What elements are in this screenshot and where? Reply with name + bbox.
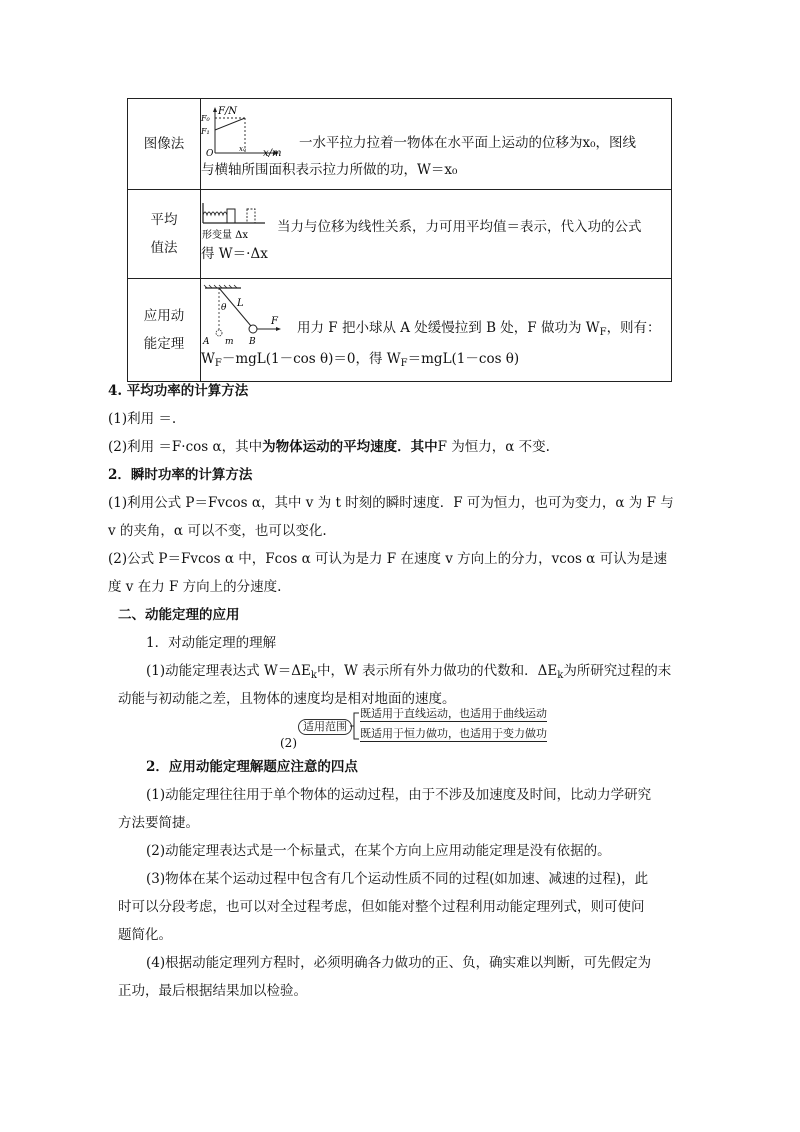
- row3-line2-sub2: F: [400, 357, 408, 369]
- paragraph: 时可以分段考虑，也可以对全过程考虑，但如能对整个过程利用动能定理列式，则可使问: [118, 899, 645, 915]
- paragraph: 正功，最后根据结果加以检验。: [118, 983, 307, 999]
- table-row: [128, 190, 672, 279]
- paragraph: (3)物体在某个运动过程中包含有几个运动性质不同的过程(如加速、减速的过程)，此: [146, 871, 649, 887]
- mass-label: m: [225, 336, 234, 346]
- heading-avg-power: 4. 平均功率的计算方法: [108, 383, 249, 399]
- text-run: (2)利用 ＝F·cos α，其中: [108, 439, 263, 455]
- label-text: 图像法: [143, 136, 185, 152]
- table-row: [128, 99, 672, 190]
- paragraph: (1)利用 ＝.: [108, 411, 177, 427]
- row3-line2-end: ＝mgL(1－cos θ): [407, 350, 520, 367]
- scope-item-1: 既适用于直线运动，也适用于曲线运动: [360, 707, 547, 720]
- f0-label: F₀: [201, 113, 210, 123]
- paragraph: 动能与初动能之差，且物体的速度均是相对地面的速度。: [118, 691, 456, 707]
- pendulum-diagram: [201, 284, 291, 346]
- force-label: F: [271, 315, 278, 327]
- row-label: [128, 190, 201, 279]
- pendulum-line: [201, 284, 671, 346]
- row3-line2-rest: －mgL(1－cos θ)＝0，得 W: [221, 350, 401, 367]
- row1-line1: 一水平拉力拉着一物体在水平面上运动的位移为x₀，图线: [299, 134, 637, 151]
- methods-table: [127, 98, 672, 382]
- scope-label: 适用范围: [298, 719, 352, 735]
- row-label: [128, 99, 201, 190]
- paragraph: (1)动能定理往往用于单个物体的运动过程，由于不涉及加速度及时间，比动力学研究: [146, 787, 652, 803]
- text-run: 为所研究过程的末: [563, 663, 672, 679]
- heading-instant-power: 2．瞬时功率的计算方法: [108, 467, 253, 483]
- row-content: [201, 99, 672, 190]
- row2-line1: 当力与位移为线性关系，力可用平均值＝表示，代入功的公式: [277, 218, 642, 235]
- paragraph: (4)根据动能定理列方程时，必须明确各力做功的正、负，确实难以判断，可先假定为: [146, 955, 652, 971]
- row-content: [201, 279, 672, 382]
- row3-line1-text: 用力 F 把小球从 A 处缓慢拉到 B 处，F 做功为 W: [297, 319, 600, 336]
- text-run: F 为恒力，α 不变.: [437, 439, 550, 455]
- subheading: 2．应用动能定理解题应注意的四点: [146, 759, 358, 775]
- graph-line: [201, 105, 671, 157]
- paragraph: (2)动能定理表达式是一个标量式，在某个方向上应用动能定理是没有依据的。: [146, 843, 611, 859]
- text-sub: k: [557, 670, 564, 681]
- origin-label: O: [206, 148, 214, 157]
- scope-number: (2): [280, 736, 297, 750]
- text-run-bold: 为物体运动的平均速度．其中: [262, 439, 438, 455]
- paragraph: 题简化。: [118, 927, 172, 943]
- paragraph: 方法要简捷。: [118, 815, 199, 831]
- row-label: [128, 279, 201, 382]
- table-row: [128, 279, 672, 382]
- scope-diagram: [280, 705, 550, 750]
- paragraph: (2)公式 P＝Fvcos α 中，Fcos α 可认为是力 F 在速度 v 方向上的分力，vcos α 可认为是速: [108, 551, 668, 567]
- scope-brace: [350, 711, 360, 741]
- subheading: 1．对动能定理的理解: [146, 635, 277, 651]
- point-a-label: A: [203, 336, 210, 346]
- spring-diagram: [201, 201, 271, 241]
- f1-label: F₁: [201, 126, 210, 136]
- axis-x-label: x/m: [263, 147, 282, 157]
- label-line: 平均: [150, 212, 178, 228]
- row-content: [201, 190, 672, 279]
- force-displacement-graph: [201, 105, 293, 157]
- row2-line2: 得 W＝·Δx: [201, 245, 268, 262]
- paragraph: (1)利用公式 P＝Fvcos α，其中 v 为 t 时刻的瞬时速度．F 可为恒力，也可为变力，α 为 F 与: [108, 495, 674, 511]
- row3-line2: [201, 346, 671, 377]
- row3-line1-sub: F: [599, 326, 607, 338]
- spring-caption: 形变量 Δx: [202, 229, 249, 241]
- paragraph: 度 v 在力 F 方向上的分速度.: [108, 579, 282, 595]
- x0-label: x₀: [239, 144, 246, 153]
- paragraph: v 的夹角，α 可以不变，也可以变化.: [108, 523, 327, 539]
- length-label: L: [237, 297, 244, 309]
- row3-line1-end: ，则有：: [606, 319, 661, 336]
- label-line: 值法: [150, 240, 178, 256]
- text-sub: k: [310, 670, 317, 681]
- text-run: (1)动能定理表达式 W＝ΔE: [146, 663, 311, 679]
- text-run: 中，W 表示所有外力做功的代数和．ΔE: [316, 663, 558, 679]
- theta-label: θ: [221, 302, 227, 313]
- row3-line2-text: W: [201, 350, 215, 367]
- label-line: 能定理: [143, 336, 185, 352]
- spring-line: [201, 201, 671, 241]
- paragraph: [146, 661, 671, 686]
- scope-item-2: 既适用于恒力做功，也适用于变力做功: [360, 727, 547, 740]
- axis-y-label: F/N: [218, 105, 238, 117]
- row3-line2-sub: F: [214, 357, 222, 369]
- label-line: 应用动: [143, 308, 185, 324]
- row1-line2: 与横轴所围面积表示拉力所做的功，W＝x₀: [201, 161, 458, 178]
- section-heading: 二、动能定理的应用: [118, 607, 240, 623]
- row3-line1: [297, 315, 661, 346]
- point-b-label: B: [249, 336, 256, 346]
- paragraph: [108, 437, 550, 457]
